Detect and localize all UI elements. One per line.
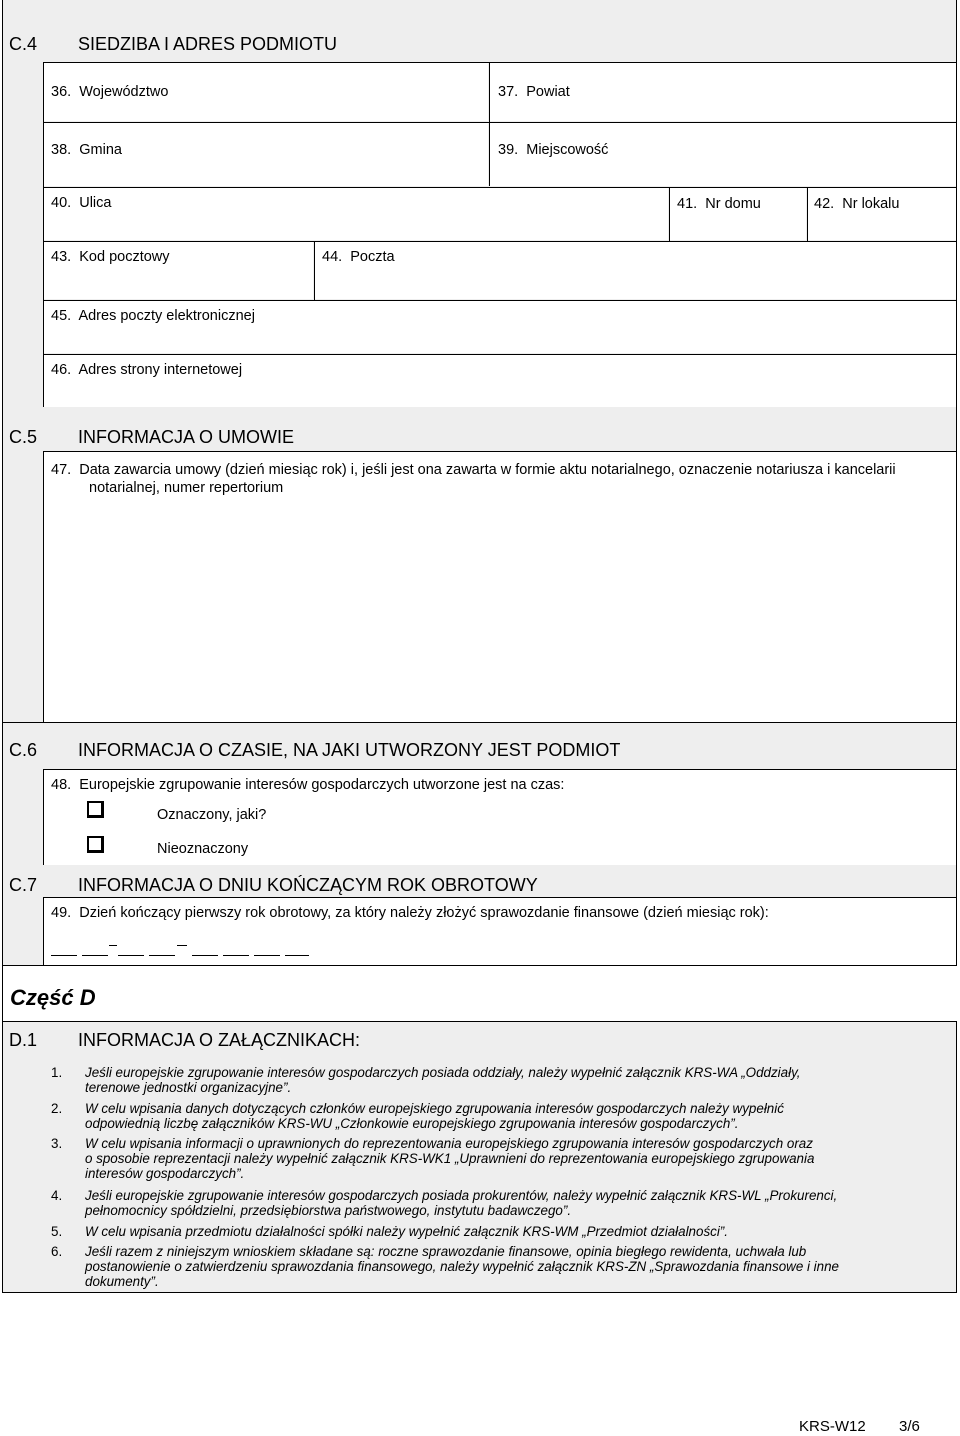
field-38-label: 38. Gmina: [51, 142, 122, 158]
rule: [956, 1021, 957, 1293]
field-42-label: 42. Nr lokalu: [814, 196, 900, 212]
date-year-digit-2[interactable]: [223, 955, 249, 956]
c7-code: C.7: [9, 875, 38, 895]
rule: [489, 62, 490, 186]
rule: [43, 300, 956, 301]
rule: [43, 769, 956, 770]
field-39-label: 39. Miejscowość: [498, 142, 609, 158]
date-separator: [109, 945, 117, 946]
rule: [2, 1292, 957, 1293]
footer-page-number: 3/6: [899, 1418, 920, 1435]
date-year-digit-3[interactable]: [254, 955, 280, 956]
note-4-num: 4.: [51, 1188, 63, 1203]
field-49-label: 49. Dzień kończący pierwszy rok obrotowy, za który należy złożyć sprawozdanie finansowe (dzień miesiąc rok):: [51, 905, 769, 921]
c7-title: INFORMACJA O DNIU KOŃCZĄCYM ROK OBROTOWY: [78, 875, 538, 895]
note-5-num: 5.: [51, 1224, 63, 1239]
rule: [807, 187, 808, 241]
note-4-text: Jeśli europejskie zgrupowanie interesów gospodarczych posiada prokurentów, należy wypełnić załącznik KRS-WL „Prokurenci, pełnomocnicy spółdzielni, przedsiębiorstwa państwowego, instytutu badawczego”.: [85, 1188, 838, 1218]
field-36-label: 36. Województwo: [51, 84, 169, 100]
date-year-digit-4[interactable]: [285, 955, 309, 956]
rule: [43, 187, 956, 188]
field-47-label-line2: notarialnej, numer repertorium: [89, 480, 284, 496]
rule: [43, 62, 956, 63]
c5-title: INFORMACJA O UMOWIE: [78, 427, 294, 447]
d1-code: D.1: [9, 1030, 38, 1050]
field-41-label: 41. Nr domu: [677, 196, 761, 212]
note-2-text: W celu wpisania danych dotyczących członków europejskiego zgrupowania interesów gospodarczych należy wypełnić odpowiednią liczbę załączników KRS-WU „Członkowie europejskiego zgrupowania interesów gospodarczych”.: [85, 1101, 784, 1131]
note-5-text: W celu wpisania przedmiotu działalności spółki należy wypełnić załącznik KRS-WM „Przedmiot działalności”.: [85, 1224, 728, 1239]
field-44-label: 44. Poczta: [322, 249, 395, 265]
date-day-digit-1[interactable]: [51, 955, 77, 956]
rule: [2, 965, 957, 966]
rule: [43, 354, 956, 355]
note-1-num: 1.: [51, 1065, 63, 1080]
field-43-label: 43. Kod pocztowy: [51, 249, 170, 265]
option-nieoznaczony-label: Nieoznaczony: [157, 841, 249, 857]
rule: [2, 1021, 957, 1022]
note-2-num: 2.: [51, 1101, 63, 1116]
date-separator: [177, 945, 187, 946]
date-year-digit-1[interactable]: [192, 955, 218, 956]
field-40-label: 40. Ulica: [51, 195, 112, 211]
date-month-digit-2[interactable]: [149, 955, 175, 956]
rule: [669, 187, 670, 241]
left-border: [2, 0, 3, 1292]
note-1-text: Jeśli europejskie zgrupowanie interesów gospodarczych posiada oddziały, należy wypełnić załącznik KRS-WA „Oddziały, terenowe jednostki organizacyjne”.: [85, 1065, 801, 1095]
checkbox-oznaczony[interactable]: [87, 801, 104, 818]
rule: [43, 897, 956, 898]
c4-code: C.4: [9, 34, 38, 54]
d1-title: INFORMACJA O ZAŁĄCZNIKACH:: [78, 1030, 361, 1050]
c4-title: SIEDZIBA I ADRES PODMIOTU: [78, 34, 338, 54]
field-45-label: 45. Adres poczty elektronicznej: [51, 308, 255, 324]
rule: [43, 897, 44, 965]
c6-code: C.6: [9, 740, 38, 760]
field-46-label: 46. Adres strony internetowej: [51, 362, 243, 378]
footer-form-code: KRS-W12: [799, 1418, 866, 1435]
c6-title: INFORMACJA O CZASIE, NA JAKI UTWORZONY JEST PODMIOT: [78, 740, 621, 760]
field-44-area[interactable]: [315, 242, 956, 299]
note-3-num: 3.: [51, 1136, 63, 1151]
right-border: [956, 0, 957, 966]
c5-code: C.5: [9, 427, 38, 447]
rule: [43, 769, 44, 865]
field-48-label: 48. Europejskie zgrupowanie interesów gospodarczych utworzone jest na czas:: [51, 777, 565, 793]
rule: [43, 62, 44, 407]
rule: [43, 122, 956, 123]
rule: [314, 241, 315, 300]
field-40-area[interactable]: [43, 188, 668, 240]
part-d-heading: Część D: [10, 985, 96, 1010]
option-oznaczony-label: Oznaczony, jaki?: [157, 807, 267, 823]
note-3-text: W celu wpisania informacji o uprawnionych do reprezentowania europejskiego zgrupowania interesów gospodarczych oraz o sposobie reprezentacji należy wypełnić załącznik KRS-WK1 „Uprawnieni do reprezentowania europejskiego zgrupowania interesów gospodarczych”.: [85, 1136, 815, 1181]
field-47-label: 47. Data zawarcia umowy (dzień miesiąc rok) i, jeśli jest ona zawarta w formie aktu notarialnego, oznaczenie notariusza i kancelarii: [51, 462, 896, 478]
date-day-digit-2[interactable]: [82, 955, 108, 956]
rule: [43, 241, 956, 242]
rule: [43, 451, 44, 722]
note-6-text: Jeśli razem z niniejszym wnioskiem składane są: roczne sprawozdanie finansowe, opinia biegłego rewidenta, uchwała lub postanowienie o zatwierdzeniu sprawozdania finansowego, należy wypełnić załącznik KRS-ZN „Sprawozdania finansowe i inne dokumenty”.: [85, 1244, 840, 1289]
rule: [43, 451, 956, 452]
checkbox-nieoznaczony[interactable]: [87, 836, 104, 853]
rule: [2, 722, 957, 723]
date-month-digit-1[interactable]: [118, 955, 144, 956]
note-6-num: 6.: [51, 1244, 63, 1259]
field-37-label: 37. Powiat: [498, 84, 570, 100]
